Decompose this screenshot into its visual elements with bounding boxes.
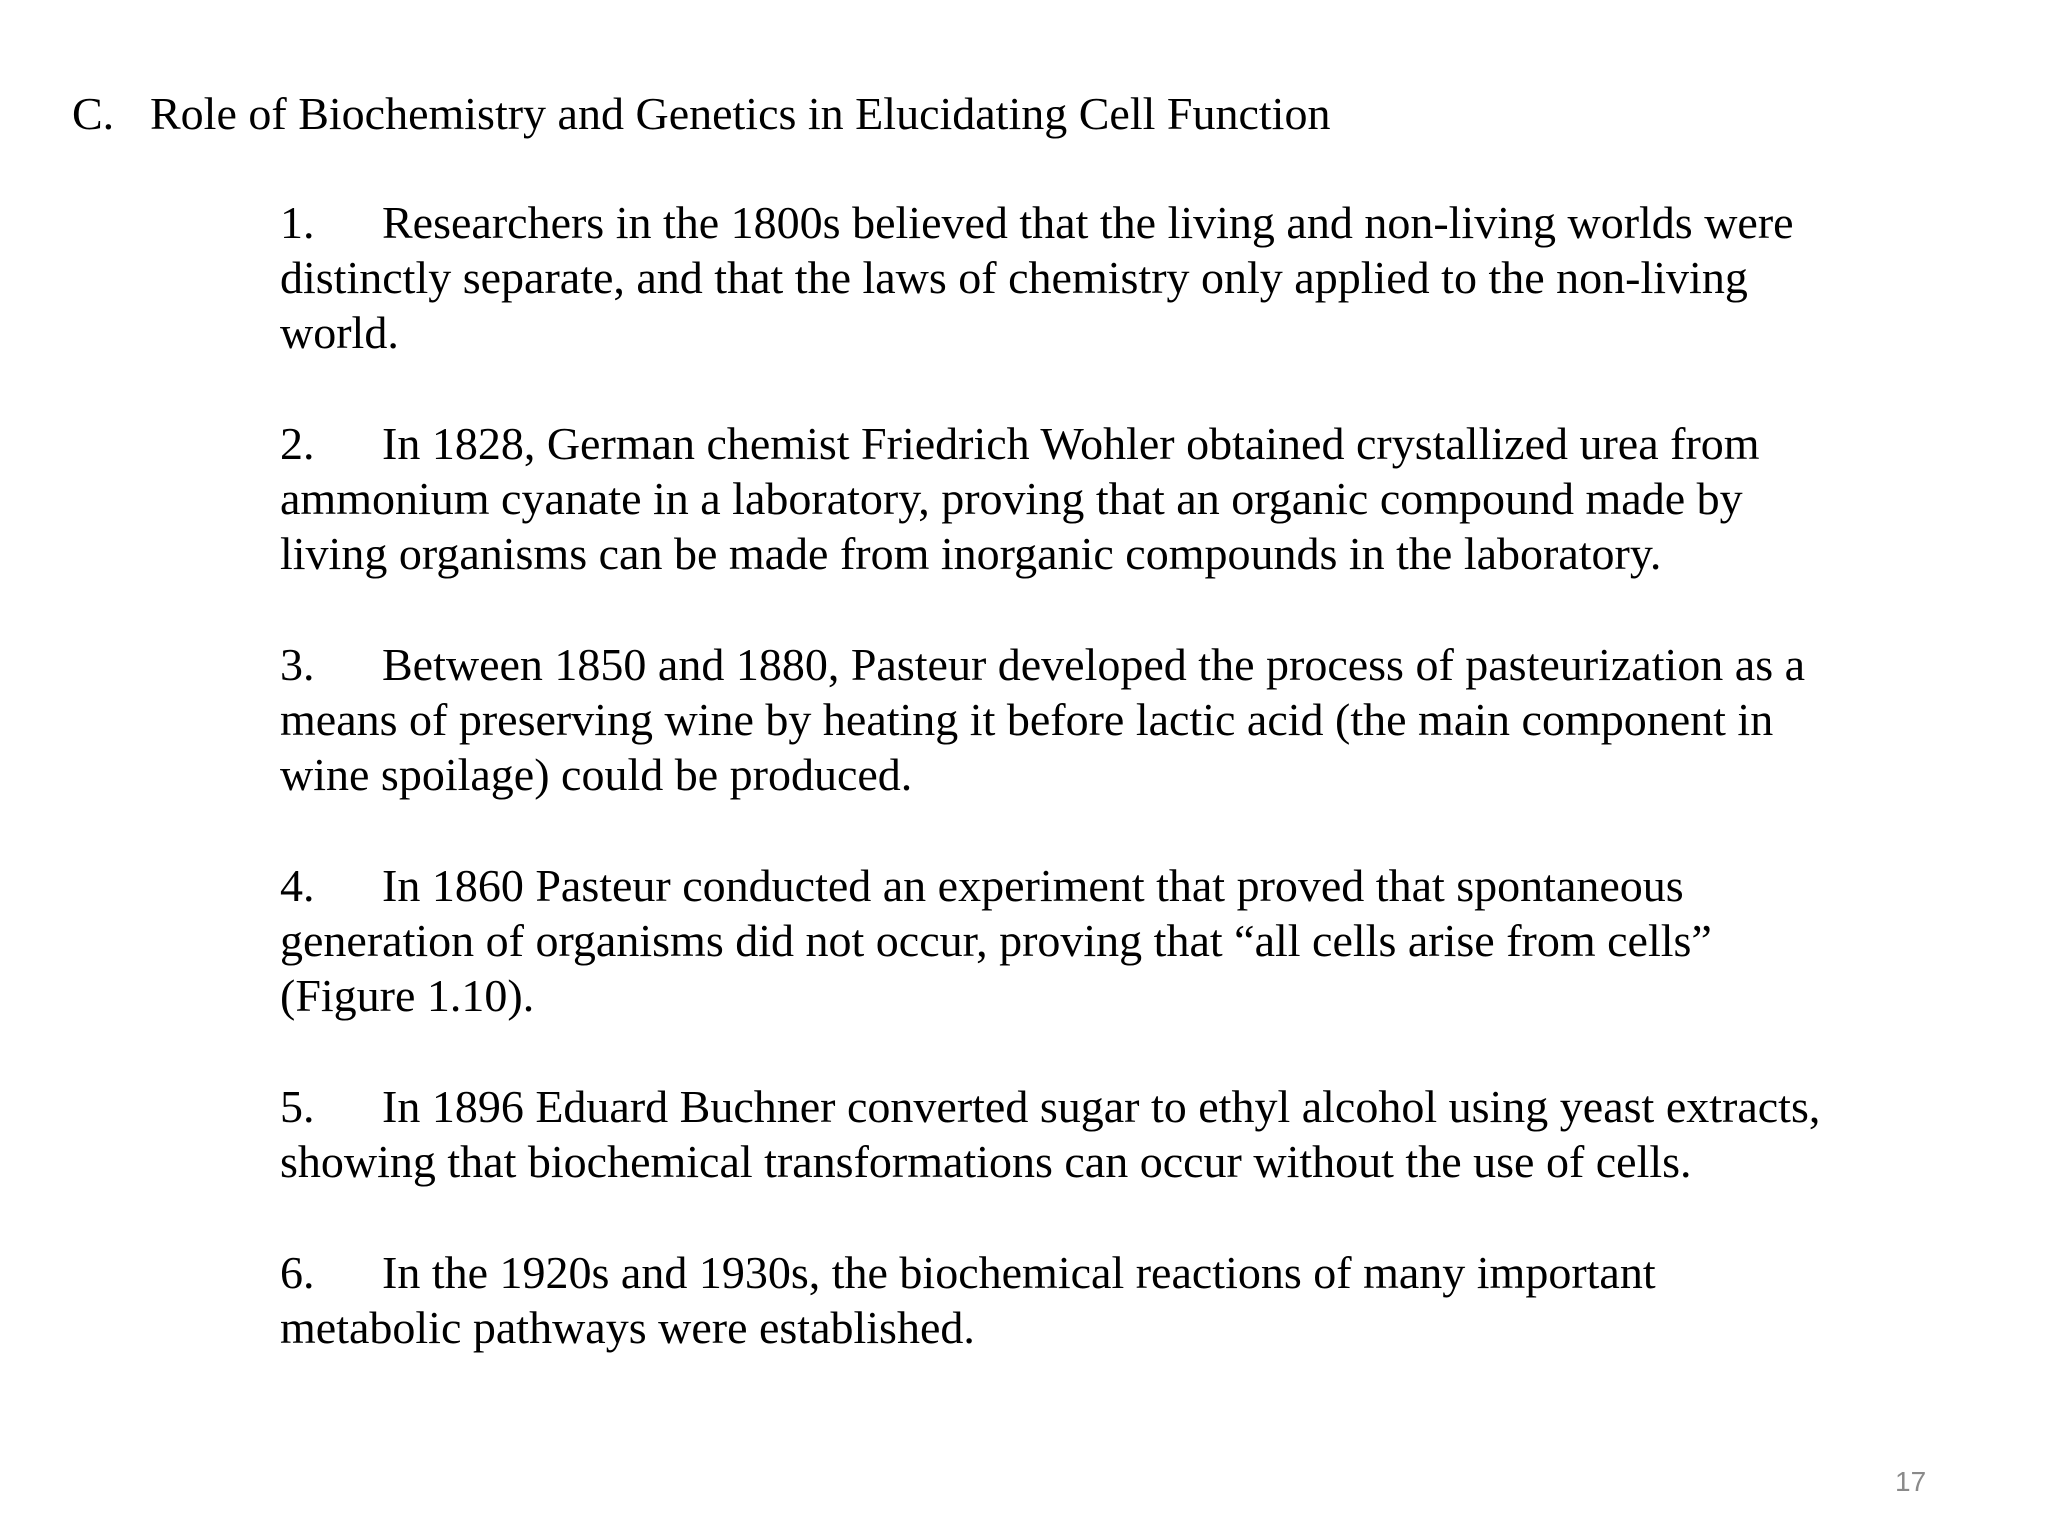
- item-line: Between 1850 and 1880, Pasteur developed the process of pasteurization as a: [382, 639, 1806, 690]
- item-line: metabolic pathways were established.: [280, 1302, 975, 1353]
- item-line: distinctly separate, and that the laws of chemistry only applied to the non-living: [280, 252, 1748, 303]
- page-number: 17: [1895, 1466, 1927, 1497]
- item-line: In 1828, German chemist Friedrich Wohler obtained crystallized urea from: [382, 418, 1760, 469]
- item-number: 3.: [280, 639, 315, 690]
- item-number: 1.: [280, 197, 315, 248]
- item-line: In 1896 Eduard Buchner converted sugar to ethyl alcohol using yeast extracts,: [382, 1081, 1821, 1132]
- item-line: living organisms can be made from inorganic compounds in the laboratory.: [280, 528, 1662, 579]
- section-heading: [72, 84, 1330, 144]
- item-number: 6.: [280, 1247, 315, 1298]
- list-item: [280, 858, 1980, 1023]
- item-line: wine spoilage) could be produced.: [280, 749, 913, 800]
- item-line: means of preserving wine by heating it before lactic acid (the main component in: [280, 694, 1774, 745]
- item-line: Researchers in the 1800s believed that the living and non-living worlds were: [382, 197, 1794, 248]
- section-letter: C.: [72, 88, 115, 139]
- list-item: [280, 416, 1980, 581]
- list-item: [280, 195, 1980, 360]
- item-number: 5.: [280, 1081, 315, 1132]
- numbered-list: [280, 195, 1980, 1411]
- item-line: ammonium cyanate in a laboratory, proving that an organic compound made by: [280, 473, 1743, 524]
- item-line: generation of organisms did not occur, proving that “all cells arise from cells”: [280, 915, 1712, 966]
- item-line: world.: [280, 307, 399, 358]
- item-line: showing that biochemical transformations can occur without the use of cells.: [280, 1136, 1692, 1187]
- list-item: [280, 1245, 1980, 1355]
- item-line: (Figure 1.10).: [280, 970, 535, 1021]
- item-line: In 1860 Pasteur conducted an experiment that proved that spontaneous: [382, 860, 1684, 911]
- item-number: 4.: [280, 860, 315, 911]
- section-title: Role of Biochemistry and Genetics in Elucidating Cell Function: [150, 88, 1331, 139]
- list-item: [280, 1079, 1980, 1189]
- item-line: In the 1920s and 1930s, the biochemical reactions of many important: [382, 1247, 1656, 1298]
- list-item: [280, 637, 1980, 802]
- item-number: 2.: [280, 418, 315, 469]
